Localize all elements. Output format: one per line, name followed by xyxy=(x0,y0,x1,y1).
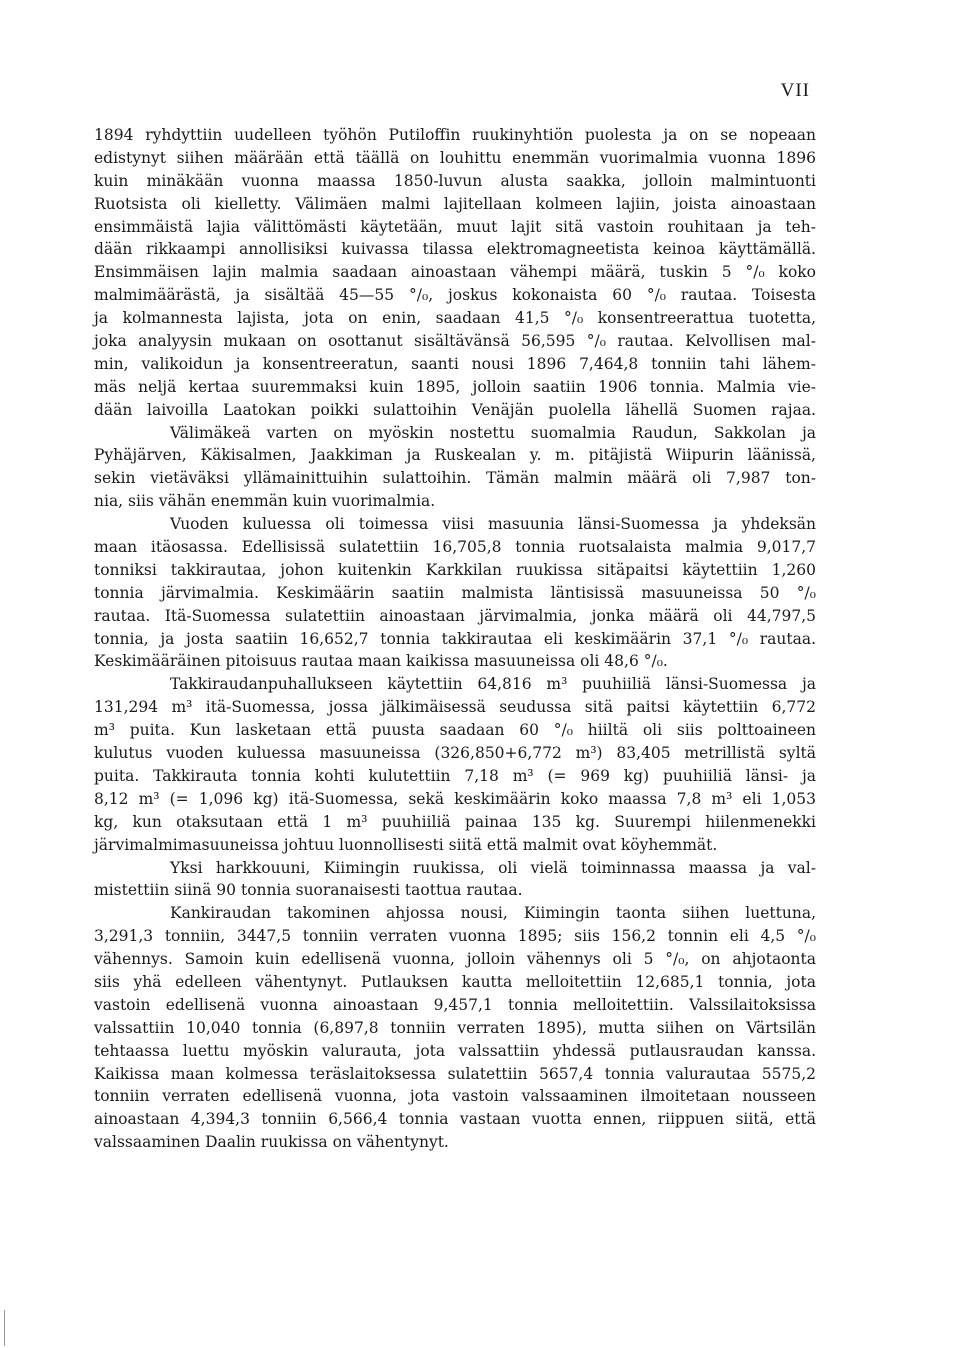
text-line: 3,291,3 tonniin, 3447,5 tonniin verraten vuonna 1895; siis 156,2 tonnin eli 4,5 °/₀ xyxy=(94,927,816,946)
text-line: valssaaminen Daalin ruukissa on vähentynyt. xyxy=(94,1133,449,1152)
text-line: dään laivoilla Laatokan poikki sulattoihin Venäjän puolella lähellä Suomen rajaa. xyxy=(94,400,816,419)
text-line: vähennys. Samoin kuin edellisenä vuonna, jolloin vähennys oli 5 °/₀, on ahjotaonta xyxy=(94,950,816,969)
text-line: järvimalmimasuuneissa johtuu luonnollisesti siitä että malmit ovat köyhemmät. xyxy=(94,835,718,854)
text-line: rautaa. Itä-Suomessa sulatettiin ainoastaan järvimalmia, jonka määrä oli 44,797,5 xyxy=(94,606,816,625)
text-line: siis yhä edelleen vähentynyt. Putlauksen kautta melloitettiin 12,685,1 tonnia, jota xyxy=(94,972,816,991)
text-line: tonnia, ja josta saatiin 16,652,7 tonnia takkirautaa eli keskimäärin 37,1 °/₀ rautaa. xyxy=(94,629,816,648)
text-line: mistettiin siinä 90 tonnia suoranaisesti taottua rautaa. xyxy=(94,881,523,900)
text-line: Välimäkeä varten on myöskin nostettu suomalmia Raudun, Sakkolan ja xyxy=(170,423,816,442)
text-line: 131,294 m³ itä-Suomessa, jossa jälkimäisessä seudussa sitä paitsi käytettiin 6,772 xyxy=(94,698,816,717)
text-line: kulutus vuoden kuluessa masuuneissa (326,850+6,772 m³) 83,405 metrillistä syltä xyxy=(94,744,816,763)
scan-edge-mark xyxy=(4,1310,5,1346)
text-line: 8,12 m³ (= 1,096 kg) itä-Suomessa, sekä keskimäärin koko maassa 7,8 m³ eli 1,053 xyxy=(94,789,816,808)
text-line: nia, siis vähän enemmän kuin vuorimalmia. xyxy=(94,492,436,511)
text-line: 1894 ryhdyttiin uudelleen työhön Putiloffin ruukinyhtiön puolesta ja on se nopeaan xyxy=(94,126,816,144)
text-line: tehtaassa luettu myöskin valurauta, jota valssattiin yhdessä putlausraudan kanssa. xyxy=(94,1041,816,1060)
text-line: min, valikoidun ja konsentreeratun, saanti nousi 1896 7,464,8 tonniin tahi lähem- xyxy=(94,354,816,373)
text-line: Pyhäjärven, Käkisalmen, Jaakkiman ja Ruskealan y. m. pitäjistä Wiipurin läänissä, xyxy=(94,446,816,465)
page-number: VII xyxy=(780,80,810,101)
text-line: sekin vietäväksi yllämainittuihin sulattoihin. Tämän malmin määrä oli 7,987 ton- xyxy=(94,469,816,488)
text-line: valssattiin 10,040 tonnia (6,897,8 tonniin verraten 1895), mutta siihen on Värtsilän xyxy=(94,1018,816,1037)
text-line: joka analyysin mukaan on osottanut sisältävänsä 56,595 °/₀ rautaa. Kelvollisen mal- xyxy=(94,332,816,351)
text-line: tonniin verraten edellisenä vuonna, jota vastoin valssaaminen ilmoitetaan nousseen xyxy=(94,1087,816,1106)
text-line: vastoin edellisenä vuonna ainoastaan 9,457,1 tonnia melloitettiin. Valssilaitoksissa xyxy=(94,995,816,1014)
text-line: Keskimääräinen pitoisuus rautaa maan kaikissa masuuneissa oli 48,6 °/₀. xyxy=(94,652,668,671)
text-line: kuin minäkään vuonna maassa 1850-luvun alusta saakka, jolloin malmintuonti xyxy=(94,171,816,190)
text-line: malmimäärästä, ja sisältää 45—55 °/₀, joskus kokonaista 60 °/₀ rautaa. Toisesta xyxy=(94,286,816,305)
text-line: edistynyt siihen määrään että täällä on louhittu enemmän vuorimalmia vuonna 1896 xyxy=(94,148,816,167)
text-line: Takkiraudanpuhallukseen käytettiin 64,816 m³ puuhiiliä länsi-Suomessa ja xyxy=(170,675,816,694)
text-line: Kankiraudan takominen ahjossa nousi, Kiimingin taonta siihen luettuna, xyxy=(170,904,816,923)
text-line: dään rikkaampi annollisiksi kuivassa tilassa elektromagneetista keinoa käyttämällä. xyxy=(94,240,816,259)
text-line: tonnia järvimalmia. Keskimäärin saatiin malmista läntisissä masuuneissa 50 °/₀ xyxy=(94,583,816,602)
text-line: mäs neljä kertaa suuremmaksi kuin 1895, jolloin saatiin 1906 tonnia. Malmia vie- xyxy=(94,377,816,396)
text-line: Ruotsista oli kielletty. Välimäen malmi lajitellaan kolmeen lajiin, joista ainoastaan xyxy=(94,194,816,213)
text-line: ainoastaan 4,394,3 tonniin 6,566,4 tonnia vastaan vuotta ennen, riippuen siitä, että xyxy=(94,1110,816,1129)
text-line: kg, kun otaksutaan että 1 m³ puuhiiliä painaa 135 kg. Suurempi hiilenmenekki xyxy=(94,812,816,831)
text-line: Vuoden kuluessa oli toimessa viisi masuunia länsi-Suomessa ja yhdeksän xyxy=(170,515,816,534)
text-line: ja kolmannesta lajista, jota on enin, saadaan 41,5 °/₀ konsentreerattua tuotetta, xyxy=(94,309,816,328)
text-line: puita. Takkirauta tonnia kohti kulutettiin 7,18 m³ (= 969 kg) puuhiiliä länsi- ja xyxy=(94,766,816,785)
text-line: m³ puita. Kun lasketaan että puusta saadaan 60 °/₀ hiiltä oli siis polttoaineen xyxy=(94,721,816,740)
body-text xyxy=(94,124,816,1154)
text-line: ensimmäistä lajia välittömästi käytetään, muut lajit sitä vastoin rouhitaan ja teh- xyxy=(94,217,816,236)
text-line: tonniksi takkirautaa, johon kuitenkin Karkkilan ruukissa sitäpaitsi käytettiin 1,260 xyxy=(94,560,816,579)
text-line: Yksi harkkouuni, Kiimingin ruukissa, oli vielä toiminnassa maassa ja val- xyxy=(170,858,816,877)
text-line: Ensimmäisen lajin malmia saadaan ainoastaan vähempi määrä, tuskin 5 °/₀ koko xyxy=(94,263,816,282)
text-line: Kaikissa maan kolmessa teräslaitoksessa sulatettiin 5657,4 tonnia valurautaa 5575,2 xyxy=(94,1064,816,1083)
text-line: maan itäosassa. Edellisissä sulatettiin 16,705,8 tonnia ruotsalaista malmia 9,017,7 xyxy=(94,538,816,557)
